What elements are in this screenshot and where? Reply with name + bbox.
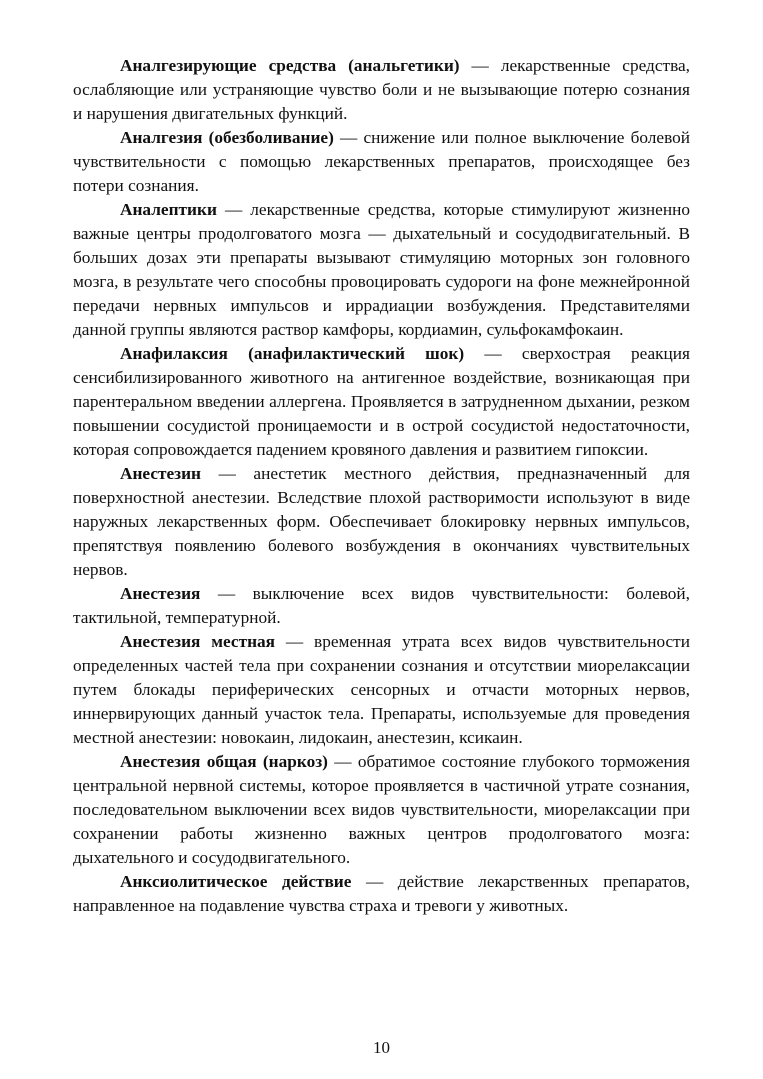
- entry-definition: — выключение всех видов чувствительности: болевой, тактильной, температурной.: [73, 584, 690, 627]
- glossary-entry-anxiolytic-action: [73, 870, 690, 918]
- glossary-entry-analeptics: [73, 198, 690, 342]
- entry-term: Аналептики: [120, 200, 217, 219]
- entry-definition: — временная утрата всех видов чувствительности определенных частей тела при сохранении сознания и отсутствии миорелаксации путем блокады периферических сенсорных и отчасти моторных нервов, иннервирующих данный участок тела. Препараты, используемые для проведения местной анестезии: новокаин, лидокаин, анестезин, ксикаин.: [73, 632, 690, 747]
- entry-term: Анксиолитическое действие: [120, 872, 352, 891]
- glossary-entry-local-anesthesia: [73, 630, 690, 750]
- entry-term: Анестезия общая (наркоз): [120, 752, 328, 771]
- page-number: 10: [373, 1038, 390, 1057]
- glossary-entry-anestezin: [73, 462, 690, 582]
- glossary-entry-analgesic-agents: [73, 54, 690, 126]
- entry-definition: — сверхострая реакция сенсибилизированного животного на антигенное воздействие, возникающая при парентеральном введении аллергена. Проявляется в затрудненном дыхании, резком повышении сосудистой проницаемости и в острой сосудистой недостаточности, которая сопровождается падением кровяного давления и развитием гипоксии.: [73, 344, 690, 459]
- entry-term: Анестезия: [120, 584, 201, 603]
- glossary-entry-general-anesthesia: [73, 750, 690, 870]
- entry-term: Анестезия местная: [120, 632, 276, 651]
- entry-term: Анестезин: [120, 464, 202, 483]
- entry-definition: — обратимое состояние глубокого торможения центральной нервной системы, которое проявляется в частичной утрате сознания, последовательном выключении всех видов чувствительности, миорелаксации при сохранении работы жизненно важных центров продолговатого мозга: дыхательного и сосудодвигательного.: [73, 752, 690, 867]
- entry-definition: — действие лекарственных препаратов, направленное на подавление чувства страха и тревоги у животных.: [73, 872, 690, 915]
- entry-term: Аналгезия (обезболивание): [120, 128, 334, 147]
- glossary-entry-anesthesia: [73, 582, 690, 630]
- entry-term: Анафилаксия (анафилактический шок): [120, 344, 465, 363]
- document-page: [73, 54, 690, 918]
- entry-definition: — снижение или полное выключение болевой чувствительности с помощью лекарственных препаратов, происходящее без потери сознания.: [73, 128, 690, 195]
- entry-definition: — лекарственные средства, ослабляющие или устраняющие чувство боли и не вызывающие потерю сознания и нарушения двигательных функций.: [73, 56, 690, 123]
- glossary-entry-analgesia: [73, 126, 690, 198]
- glossary-entry-anaphylaxis: [73, 342, 690, 462]
- entry-definition: — анестетик местного действия, предназначенный для поверхностной анестезии. Вследствие плохой растворимости используют в виде наружных лекарственных форм. Обеспечивает блокировку нервных импульсов, препятствуя появлению болевого возбуждения в окончаниях чувствительных нервов.: [73, 464, 690, 579]
- entry-term: Аналгезирующие средства (анальгетики): [120, 56, 460, 75]
- entry-definition: — лекарственные средства, которые стимулируют жизненно важные центры продолговатого мозга — дыхательный и сосудодвигательный. В больших дозах эти препараты вызывают стимуляцию моторных зон головного мозга, в результате чего способны провоцировать судороги на фоне межнейронной передачи нервных импульсов и иррадиации возбуждения. Представителями данной группы являются раствор камфоры, кордиамин, сульфокамфокаин.: [73, 200, 690, 339]
